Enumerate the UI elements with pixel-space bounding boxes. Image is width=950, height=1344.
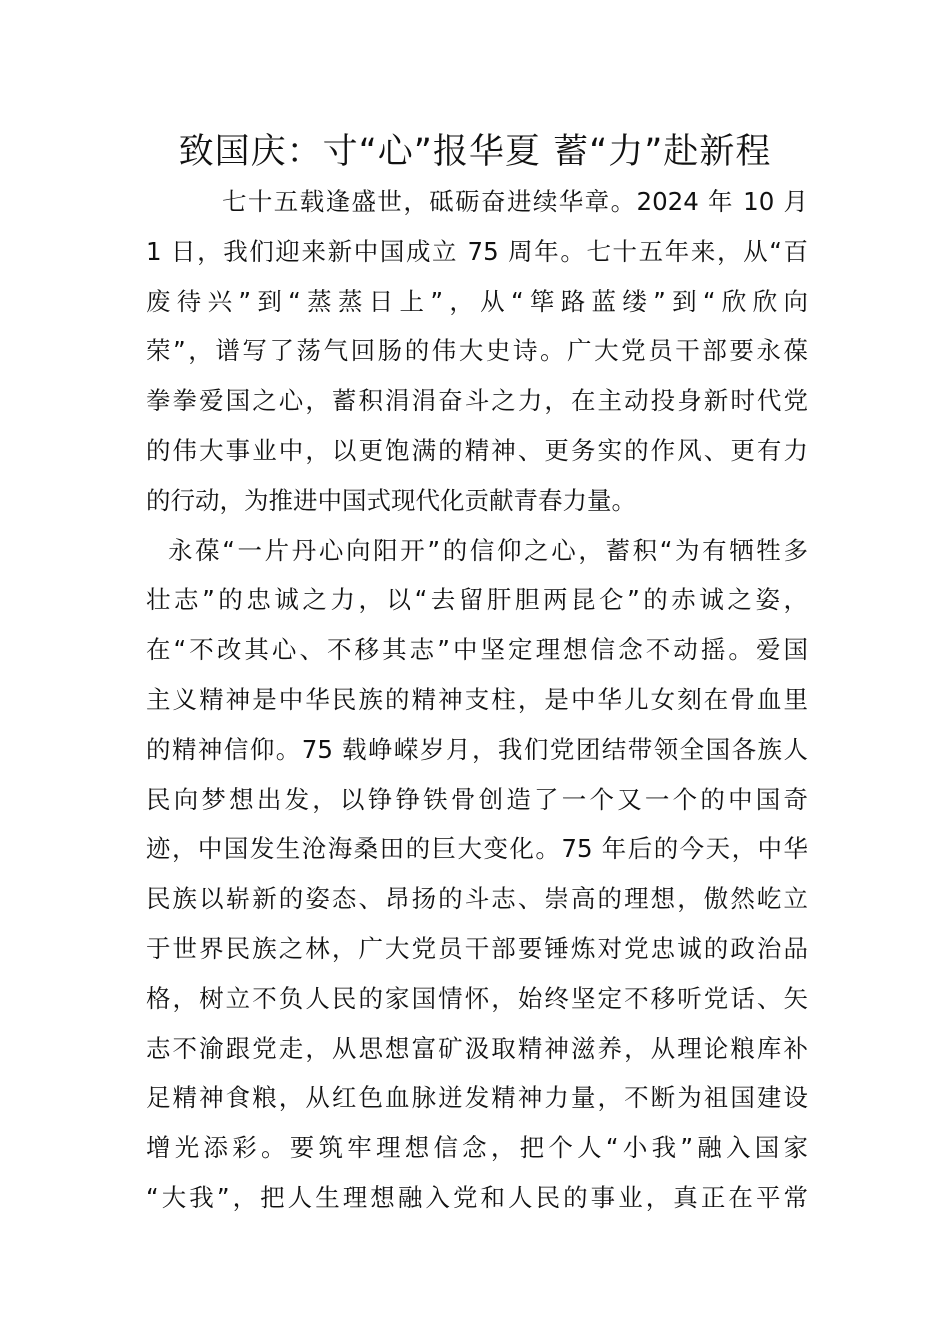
paragraph-line: 永葆“一片丹心向阳开”的信仰之心，蓄积“为有牺牲多 [168, 535, 808, 565]
paragraph-line: 的行动，为推进中国式现代化贡献青春力量。 [146, 485, 636, 515]
paragraph-line: 民族以崭新的姿态、昂扬的斗志、崇高的理想，傲然屹立 [146, 884, 808, 914]
paragraph-line: 1 日，我们迎来新中国成立 75 周年。七十五年来，从“百 [146, 236, 808, 266]
paragraph-line: 增光添彩。要筑牢理想信念，把个人“小我”融入国家 [146, 1133, 808, 1163]
paragraph-line: 迹，中国发生沧海桑田的巨大变化。75 年后的今天，中华 [146, 834, 808, 864]
paragraph-line: 的精神信仰。75 载峥嵘岁月，我们党团结带领全国各族人 [146, 734, 808, 764]
paragraph-line: 主义精神是中华民族的精神支柱，是中华儿女刻在骨血里 [146, 684, 808, 714]
paragraph-line: 志不渝跟党走，从思想富矿汲取精神滋养，从理论粮库补 [146, 1033, 808, 1063]
paragraph-line: “大我”，把人生理想融入党和人民的事业，真正在平常 [146, 1182, 808, 1212]
paragraph-line: 废待兴”到“蒸蒸日上”，从“筚路蓝缕”到“欣欣向 [146, 286, 808, 316]
paragraph-line: 于世界民族之林，广大党员干部要锤炼对党忠诚的政治品 [146, 933, 808, 963]
paragraph-line: 七十五载逢盛世，砥砺奋进续华章。2024 年 10 月 [222, 187, 808, 216]
paragraph-line: 荣”，谱写了荡气回肠的伟大史诗。广大党员干部要永葆 [146, 336, 808, 366]
paragraph-line: 壮志”的忠诚之力，以“去留肝胆两昆仑”的赤诚之姿， [146, 585, 808, 615]
paragraph-line: 的伟大事业中，以更饱满的精神、更务实的作风、更有力 [146, 435, 808, 465]
paragraph-2 [146, 526, 808, 1223]
document-body [146, 177, 808, 1223]
paragraph-line: 在“不改其心、不移其志”中坚定理想信念不动摇。爱国 [146, 635, 808, 665]
paragraph-line: 拳拳爱国之心，蓄积涓涓奋斗之力，在主动投身新时代党 [146, 386, 808, 416]
paragraph-line: 足精神食粮，从红色血脉迸发精神力量，不断为祖国建设 [146, 1083, 808, 1113]
paragraph-line: 格，树立不负人民的家国情怀，始终坚定不移听党话、矢 [146, 983, 808, 1013]
paragraph-1 [146, 177, 808, 526]
document-title: 致国庆：寸“心”报华夏 蓄“力”赴新程 [178, 132, 772, 172]
paragraph-line: 民向梦想出发，以铮铮铁骨创造了一个又一个的中国奇 [146, 784, 808, 814]
